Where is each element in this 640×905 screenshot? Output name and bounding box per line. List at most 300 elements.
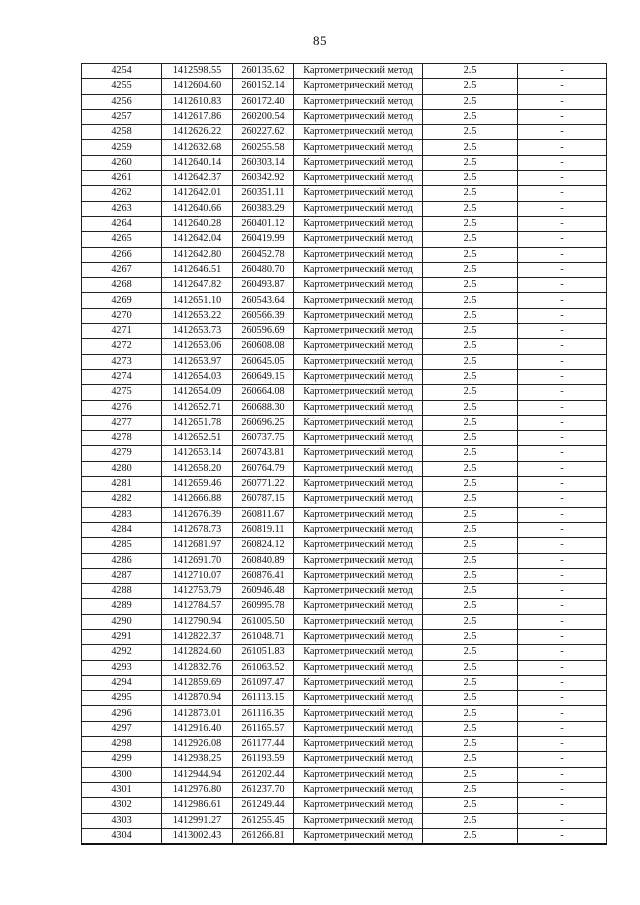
x-coordinate-cell: 1412642.80 <box>162 247 233 262</box>
point-number-cell: 4294 <box>82 675 162 690</box>
description-cell: - <box>518 477 607 492</box>
method-cell: Картометрический метод <box>294 216 423 231</box>
y-coordinate-cell: 260543.64 <box>233 293 294 308</box>
description-cell: - <box>518 201 607 216</box>
precision-cell: 2.5 <box>423 721 518 736</box>
method-cell: Картометрический метод <box>294 339 423 354</box>
method-cell: Картометрический метод <box>294 828 423 844</box>
y-coordinate-cell: 260480.70 <box>233 262 294 277</box>
method-cell: Картометрический метод <box>294 737 423 752</box>
table-row <box>82 492 607 507</box>
x-coordinate-cell: 1412610.83 <box>162 94 233 109</box>
y-coordinate-cell: 260824.12 <box>233 538 294 553</box>
method-cell: Картометрический метод <box>294 232 423 247</box>
table-row <box>82 660 607 675</box>
x-coordinate-cell: 1412653.22 <box>162 308 233 323</box>
method-cell: Картометрический метод <box>294 660 423 675</box>
y-coordinate-cell: 260664.08 <box>233 385 294 400</box>
precision-cell: 2.5 <box>423 216 518 231</box>
table-row <box>82 201 607 216</box>
method-cell: Картометрический метод <box>294 64 423 79</box>
description-cell: - <box>518 782 607 797</box>
x-coordinate-cell: 1412604.60 <box>162 79 233 94</box>
y-coordinate-cell: 260696.25 <box>233 415 294 430</box>
x-coordinate-cell: 1412642.37 <box>162 171 233 186</box>
x-coordinate-cell: 1413002.43 <box>162 828 233 844</box>
table-row <box>82 813 607 828</box>
precision-cell: 2.5 <box>423 828 518 844</box>
point-number-cell: 4289 <box>82 599 162 614</box>
y-coordinate-cell: 260840.89 <box>233 553 294 568</box>
point-number-cell: 4302 <box>82 798 162 813</box>
method-cell: Картометрический метод <box>294 691 423 706</box>
x-coordinate-cell: 1412658.20 <box>162 461 233 476</box>
method-cell: Картометрический метод <box>294 798 423 813</box>
table-row <box>82 94 607 109</box>
table-row <box>82 691 607 706</box>
description-cell: - <box>518 354 607 369</box>
precision-cell: 2.5 <box>423 109 518 124</box>
x-coordinate-cell: 1412640.14 <box>162 155 233 170</box>
x-coordinate-cell: 1412642.01 <box>162 186 233 201</box>
description-cell: - <box>518 155 607 170</box>
point-number-cell: 4266 <box>82 247 162 262</box>
point-number-cell: 4286 <box>82 553 162 568</box>
point-number-cell: 4303 <box>82 813 162 828</box>
x-coordinate-cell: 1412944.94 <box>162 767 233 782</box>
method-cell: Картометрический метод <box>294 522 423 537</box>
point-number-cell: 4257 <box>82 109 162 124</box>
precision-cell: 2.5 <box>423 629 518 644</box>
y-coordinate-cell: 260452.78 <box>233 247 294 262</box>
precision-cell: 2.5 <box>423 767 518 782</box>
precision-cell: 2.5 <box>423 308 518 323</box>
precision-cell: 2.5 <box>423 477 518 492</box>
y-coordinate-cell: 260303.14 <box>233 155 294 170</box>
method-cell: Картометрический метод <box>294 369 423 384</box>
point-number-cell: 4264 <box>82 216 162 231</box>
method-cell: Картометрический метод <box>294 507 423 522</box>
precision-cell: 2.5 <box>423 752 518 767</box>
x-coordinate-cell: 1412790.94 <box>162 614 233 629</box>
point-number-cell: 4278 <box>82 431 162 446</box>
point-number-cell: 4265 <box>82 232 162 247</box>
y-coordinate-cell: 261063.52 <box>233 660 294 675</box>
x-coordinate-cell: 1412938.25 <box>162 752 233 767</box>
table-row <box>82 629 607 644</box>
method-cell: Картометрический метод <box>294 538 423 553</box>
point-number-cell: 4287 <box>82 568 162 583</box>
point-number-cell: 4276 <box>82 400 162 415</box>
description-cell: - <box>518 446 607 461</box>
description-cell: - <box>518 293 607 308</box>
point-number-cell: 4270 <box>82 308 162 323</box>
method-cell: Картометрический метод <box>294 706 423 721</box>
point-number-cell: 4258 <box>82 125 162 140</box>
method-cell: Картометрический метод <box>294 553 423 568</box>
x-coordinate-cell: 1412651.10 <box>162 293 233 308</box>
table-row <box>82 522 607 537</box>
x-coordinate-cell: 1412653.06 <box>162 339 233 354</box>
method-cell: Картометрический метод <box>294 354 423 369</box>
method-cell: Картометрический метод <box>294 293 423 308</box>
method-cell: Картометрический метод <box>294 813 423 828</box>
description-cell: - <box>518 737 607 752</box>
method-cell: Картометрический метод <box>294 278 423 293</box>
precision-cell: 2.5 <box>423 339 518 354</box>
precision-cell: 2.5 <box>423 492 518 507</box>
description-cell: - <box>518 369 607 384</box>
point-number-cell: 4283 <box>82 507 162 522</box>
coordinates-table-body <box>82 64 607 845</box>
precision-cell: 2.5 <box>423 293 518 308</box>
table-row <box>82 675 607 690</box>
table-row <box>82 584 607 599</box>
description-cell: - <box>518 400 607 415</box>
y-coordinate-cell: 261051.83 <box>233 645 294 660</box>
method-cell: Картометрический метод <box>294 155 423 170</box>
method-cell: Картометрический метод <box>294 752 423 767</box>
method-cell: Картометрический метод <box>294 308 423 323</box>
description-cell: - <box>518 262 607 277</box>
y-coordinate-cell: 261165.57 <box>233 721 294 736</box>
table-row <box>82 431 607 446</box>
y-coordinate-cell: 260383.29 <box>233 201 294 216</box>
point-number-cell: 4262 <box>82 186 162 201</box>
method-cell: Картометрический метод <box>294 584 423 599</box>
x-coordinate-cell: 1412653.73 <box>162 324 233 339</box>
precision-cell: 2.5 <box>423 538 518 553</box>
y-coordinate-cell: 260135.62 <box>233 64 294 79</box>
x-coordinate-cell: 1412832.76 <box>162 660 233 675</box>
table-row <box>82 278 607 293</box>
point-number-cell: 4300 <box>82 767 162 782</box>
precision-cell: 2.5 <box>423 599 518 614</box>
precision-cell: 2.5 <box>423 645 518 660</box>
description-cell: - <box>518 385 607 400</box>
description-cell: - <box>518 232 607 247</box>
table-row <box>82 385 607 400</box>
description-cell: - <box>518 415 607 430</box>
method-cell: Картометрический метод <box>294 186 423 201</box>
precision-cell: 2.5 <box>423 446 518 461</box>
precision-cell: 2.5 <box>423 400 518 415</box>
point-number-cell: 4263 <box>82 201 162 216</box>
y-coordinate-cell: 261249.44 <box>233 798 294 813</box>
table-row <box>82 828 607 844</box>
method-cell: Картометрический метод <box>294 201 423 216</box>
precision-cell: 2.5 <box>423 522 518 537</box>
y-coordinate-cell: 260811.67 <box>233 507 294 522</box>
table-row <box>82 369 607 384</box>
method-cell: Картометрический метод <box>294 109 423 124</box>
x-coordinate-cell: 1412986.61 <box>162 798 233 813</box>
table-row <box>82 737 607 752</box>
point-number-cell: 4292 <box>82 645 162 660</box>
point-number-cell: 4304 <box>82 828 162 844</box>
description-cell: - <box>518 125 607 140</box>
table-row <box>82 339 607 354</box>
y-coordinate-cell: 260688.30 <box>233 400 294 415</box>
precision-cell: 2.5 <box>423 431 518 446</box>
x-coordinate-cell: 1412653.97 <box>162 354 233 369</box>
point-number-cell: 4298 <box>82 737 162 752</box>
table-row <box>82 752 607 767</box>
precision-cell: 2.5 <box>423 568 518 583</box>
point-number-cell: 4268 <box>82 278 162 293</box>
point-number-cell: 4274 <box>82 369 162 384</box>
precision-cell: 2.5 <box>423 461 518 476</box>
point-number-cell: 4260 <box>82 155 162 170</box>
y-coordinate-cell: 260946.48 <box>233 584 294 599</box>
point-number-cell: 4272 <box>82 339 162 354</box>
precision-cell: 2.5 <box>423 262 518 277</box>
x-coordinate-cell: 1412691.70 <box>162 553 233 568</box>
method-cell: Картометрический метод <box>294 385 423 400</box>
x-coordinate-cell: 1412859.69 <box>162 675 233 690</box>
x-coordinate-cell: 1412676.39 <box>162 507 233 522</box>
precision-cell: 2.5 <box>423 706 518 721</box>
x-coordinate-cell: 1412681.97 <box>162 538 233 553</box>
table-row <box>82 400 607 415</box>
x-coordinate-cell: 1412678.73 <box>162 522 233 537</box>
table-row <box>82 415 607 430</box>
point-number-cell: 4299 <box>82 752 162 767</box>
y-coordinate-cell: 261266.81 <box>233 828 294 844</box>
x-coordinate-cell: 1412916.40 <box>162 721 233 736</box>
description-cell: - <box>518 691 607 706</box>
x-coordinate-cell: 1412666.88 <box>162 492 233 507</box>
description-cell: - <box>518 828 607 844</box>
description-cell: - <box>518 675 607 690</box>
x-coordinate-cell: 1412822.37 <box>162 629 233 644</box>
table-row <box>82 706 607 721</box>
y-coordinate-cell: 260172.40 <box>233 94 294 109</box>
point-number-cell: 4256 <box>82 94 162 109</box>
y-coordinate-cell: 260342.92 <box>233 171 294 186</box>
y-coordinate-cell: 260771.22 <box>233 477 294 492</box>
table-row <box>82 171 607 186</box>
description-cell: - <box>518 660 607 675</box>
precision-cell: 2.5 <box>423 813 518 828</box>
method-cell: Картометрический метод <box>294 79 423 94</box>
method-cell: Картометрический метод <box>294 415 423 430</box>
method-cell: Картометрический метод <box>294 721 423 736</box>
precision-cell: 2.5 <box>423 186 518 201</box>
description-cell: - <box>518 645 607 660</box>
x-coordinate-cell: 1412647.82 <box>162 278 233 293</box>
description-cell: - <box>518 109 607 124</box>
precision-cell: 2.5 <box>423 140 518 155</box>
method-cell: Картометрический метод <box>294 262 423 277</box>
description-cell: - <box>518 553 607 568</box>
y-coordinate-cell: 260351.11 <box>233 186 294 201</box>
table-row <box>82 461 607 476</box>
table-row <box>82 538 607 553</box>
y-coordinate-cell: 260419.99 <box>233 232 294 247</box>
description-cell: - <box>518 522 607 537</box>
y-coordinate-cell: 260566.39 <box>233 308 294 323</box>
point-number-cell: 4280 <box>82 461 162 476</box>
table-row <box>82 140 607 155</box>
description-cell: - <box>518 706 607 721</box>
precision-cell: 2.5 <box>423 675 518 690</box>
precision-cell: 2.5 <box>423 201 518 216</box>
description-cell: - <box>518 94 607 109</box>
point-number-cell: 4281 <box>82 477 162 492</box>
table-row <box>82 186 607 201</box>
precision-cell: 2.5 <box>423 415 518 430</box>
x-coordinate-cell: 1412640.66 <box>162 201 233 216</box>
x-coordinate-cell: 1412710.07 <box>162 568 233 583</box>
precision-cell: 2.5 <box>423 171 518 186</box>
y-coordinate-cell: 261177.44 <box>233 737 294 752</box>
y-coordinate-cell: 260493.87 <box>233 278 294 293</box>
description-cell: - <box>518 492 607 507</box>
precision-cell: 2.5 <box>423 354 518 369</box>
table-row <box>82 324 607 339</box>
y-coordinate-cell: 260737.75 <box>233 431 294 446</box>
y-coordinate-cell: 260200.54 <box>233 109 294 124</box>
table-row <box>82 155 607 170</box>
description-cell: - <box>518 171 607 186</box>
y-coordinate-cell: 260764.79 <box>233 461 294 476</box>
x-coordinate-cell: 1412926.08 <box>162 737 233 752</box>
table-row <box>82 109 607 124</box>
point-number-cell: 4273 <box>82 354 162 369</box>
table-row <box>82 798 607 813</box>
method-cell: Картометрический метод <box>294 629 423 644</box>
description-cell: - <box>518 140 607 155</box>
point-number-cell: 4297 <box>82 721 162 736</box>
method-cell: Картометрический метод <box>294 94 423 109</box>
table-row <box>82 216 607 231</box>
description-cell: - <box>518 216 607 231</box>
x-coordinate-cell: 1412659.46 <box>162 477 233 492</box>
y-coordinate-cell: 261193.59 <box>233 752 294 767</box>
x-coordinate-cell: 1412598.55 <box>162 64 233 79</box>
table-row <box>82 247 607 262</box>
y-coordinate-cell: 261202.44 <box>233 767 294 782</box>
x-coordinate-cell: 1412632.68 <box>162 140 233 155</box>
point-number-cell: 4269 <box>82 293 162 308</box>
table-row <box>82 354 607 369</box>
method-cell: Картометрический метод <box>294 140 423 155</box>
table-row <box>82 767 607 782</box>
x-coordinate-cell: 1412976.80 <box>162 782 233 797</box>
point-number-cell: 4295 <box>82 691 162 706</box>
method-cell: Картометрический метод <box>294 767 423 782</box>
x-coordinate-cell: 1412991.27 <box>162 813 233 828</box>
point-number-cell: 4267 <box>82 262 162 277</box>
description-cell: - <box>518 767 607 782</box>
table-row <box>82 308 607 323</box>
precision-cell: 2.5 <box>423 553 518 568</box>
table-row <box>82 553 607 568</box>
x-coordinate-cell: 1412653.14 <box>162 446 233 461</box>
point-number-cell: 4275 <box>82 385 162 400</box>
method-cell: Картометрический метод <box>294 568 423 583</box>
table-row <box>82 293 607 308</box>
precision-cell: 2.5 <box>423 385 518 400</box>
table-row <box>82 64 607 79</box>
y-coordinate-cell: 260649.15 <box>233 369 294 384</box>
x-coordinate-cell: 1412652.51 <box>162 431 233 446</box>
method-cell: Картометрический метод <box>294 324 423 339</box>
point-number-cell: 4259 <box>82 140 162 155</box>
point-number-cell: 4290 <box>82 614 162 629</box>
method-cell: Картометрический метод <box>294 675 423 690</box>
x-coordinate-cell: 1412642.04 <box>162 232 233 247</box>
description-cell: - <box>518 278 607 293</box>
y-coordinate-cell: 261097.47 <box>233 675 294 690</box>
precision-cell: 2.5 <box>423 660 518 675</box>
y-coordinate-cell: 261237.70 <box>233 782 294 797</box>
y-coordinate-cell: 261005.50 <box>233 614 294 629</box>
x-coordinate-cell: 1412654.09 <box>162 385 233 400</box>
precision-cell: 2.5 <box>423 737 518 752</box>
y-coordinate-cell: 260876.41 <box>233 568 294 583</box>
description-cell: - <box>518 186 607 201</box>
y-coordinate-cell: 260596.69 <box>233 324 294 339</box>
x-coordinate-cell: 1412617.86 <box>162 109 233 124</box>
table-row <box>82 507 607 522</box>
description-cell: - <box>518 339 607 354</box>
description-cell: - <box>518 324 607 339</box>
y-coordinate-cell: 261113.15 <box>233 691 294 706</box>
description-cell: - <box>518 308 607 323</box>
precision-cell: 2.5 <box>423 232 518 247</box>
page-number: 85 <box>313 33 327 48</box>
description-cell: - <box>518 752 607 767</box>
method-cell: Картометрический метод <box>294 477 423 492</box>
method-cell: Картометрический метод <box>294 614 423 629</box>
precision-cell: 2.5 <box>423 782 518 797</box>
method-cell: Картометрический метод <box>294 125 423 140</box>
precision-cell: 2.5 <box>423 691 518 706</box>
point-number-cell: 4282 <box>82 492 162 507</box>
y-coordinate-cell: 260401.12 <box>233 216 294 231</box>
point-number-cell: 4255 <box>82 79 162 94</box>
point-number-cell: 4293 <box>82 660 162 675</box>
y-coordinate-cell: 260152.14 <box>233 79 294 94</box>
precision-cell: 2.5 <box>423 798 518 813</box>
point-number-cell: 4279 <box>82 446 162 461</box>
y-coordinate-cell: 261048.71 <box>233 629 294 644</box>
precision-cell: 2.5 <box>423 584 518 599</box>
table-row <box>82 721 607 736</box>
description-cell: - <box>518 813 607 828</box>
y-coordinate-cell: 261116.35 <box>233 706 294 721</box>
y-coordinate-cell: 260645.05 <box>233 354 294 369</box>
description-cell: - <box>518 507 607 522</box>
precision-cell: 2.5 <box>423 155 518 170</box>
table-row <box>82 125 607 140</box>
point-number-cell: 4254 <box>82 64 162 79</box>
table-row <box>82 645 607 660</box>
description-cell: - <box>518 629 607 644</box>
table-row <box>82 232 607 247</box>
description-cell: - <box>518 798 607 813</box>
x-coordinate-cell: 1412784.57 <box>162 599 233 614</box>
table-row <box>82 262 607 277</box>
x-coordinate-cell: 1412652.71 <box>162 400 233 415</box>
point-number-cell: 4285 <box>82 538 162 553</box>
precision-cell: 2.5 <box>423 79 518 94</box>
x-coordinate-cell: 1412626.22 <box>162 125 233 140</box>
coordinates-table <box>81 63 607 845</box>
description-cell: - <box>518 614 607 629</box>
